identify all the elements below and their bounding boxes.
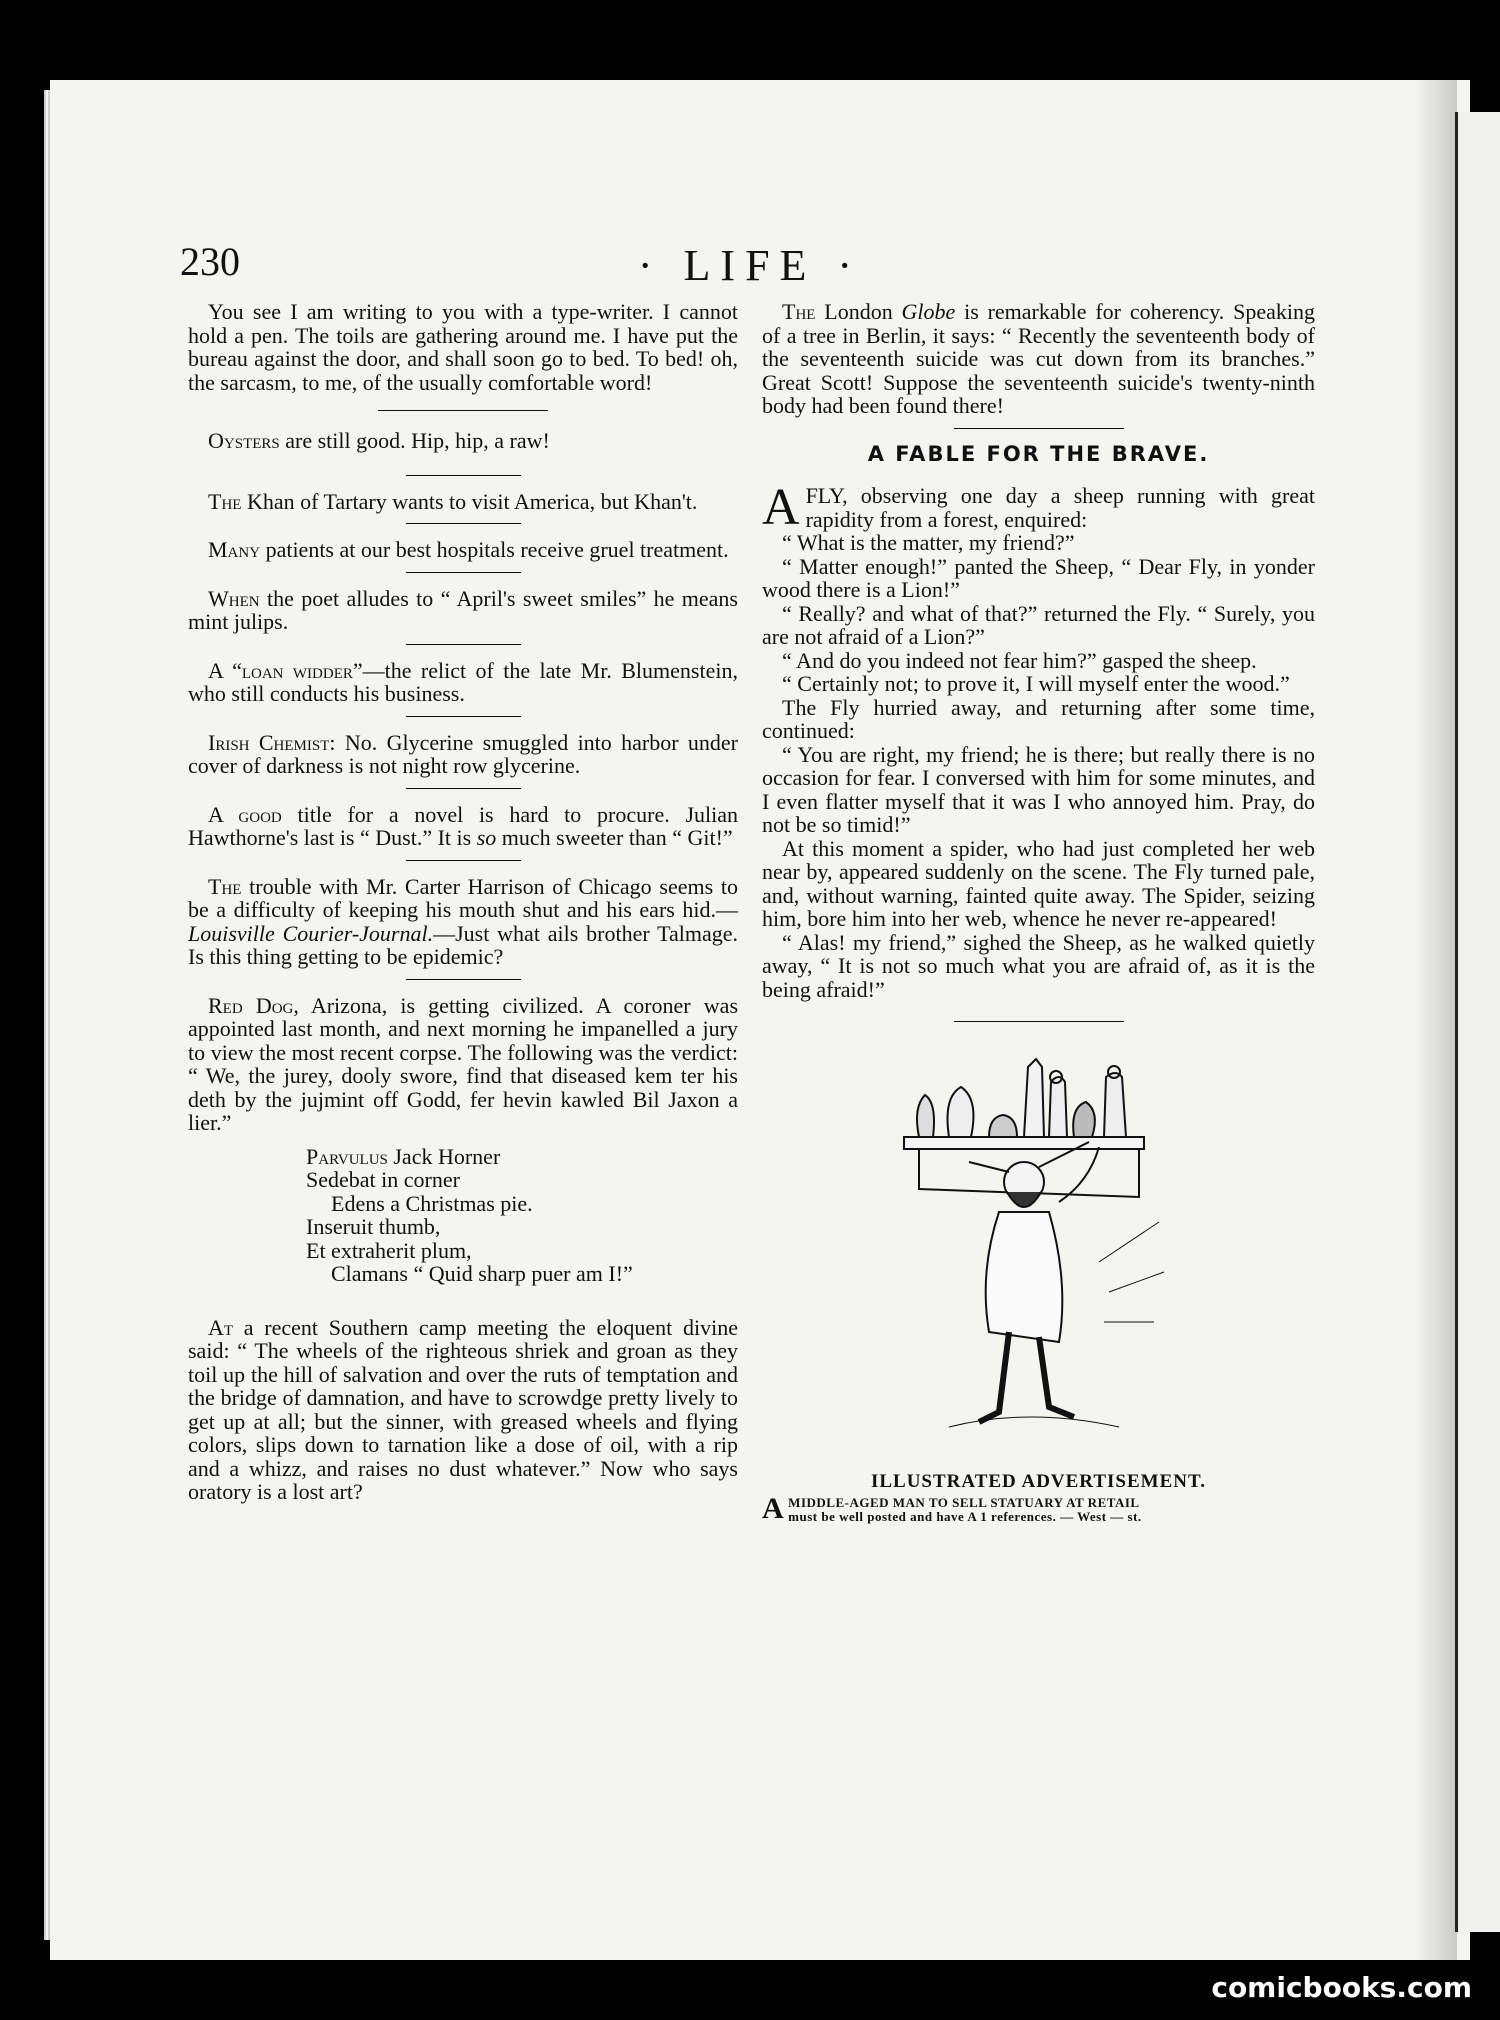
watermark: comicbooks.com <box>1211 1971 1472 2004</box>
right-column <box>762 300 1315 1524</box>
divider <box>954 1021 1124 1022</box>
paragraph-camp-meeting: At a recent Southern camp meeting the eloquent divine said: “ The wheels of the righteous shriek and groan as they toil up the hill of salvation and over the ruts of temptation and the bridge of damnation, and have to scrowdge pretty lively to get up at all; but the sinner, with greased wheels and flying colors, slips down to tarnation like a dose of oil, with a rip and a whizz, and raises no dust whatever.” Now who says oratory is a lost art? <box>188 1314 738 1504</box>
divider <box>406 475 521 476</box>
paragraph-oysters: Oysters are still good. Hip, hip, a raw! <box>208 428 550 453</box>
divider <box>406 644 521 645</box>
poem <box>306 1145 738 1286</box>
fable-paragraph: The Fly hurried away, and returning after some time, continued: <box>762 694 1315 743</box>
divider <box>406 523 521 524</box>
divider <box>406 572 521 573</box>
divider <box>406 716 521 717</box>
illustration-statuary-seller <box>889 1042 1189 1462</box>
paragraph-loan-widder: A “loan widder”—the relict of the late Mr. Blumenstein, who still conducts his business. <box>188 657 738 706</box>
paragraph-carter-harrison: The trouble with Mr. Carter Harrison of Chicago seems to be a difficulty of keeping his mouth shut and his ears hid.—Louisville Courier-Journal.—Just what ails brother Talmage. Is this thing getting to be epidemic? <box>188 873 739 969</box>
poem-line: Et extraherit plum, <box>306 1237 472 1263</box>
paragraph-irish-chemist: Irish Chemist: No. Glycerine smuggled into harbor under cover of darkness is not night row glycerine. <box>188 729 739 778</box>
ad-line: must be well posted and have A 1 references. — West — st. <box>788 1508 1142 1524</box>
ad-line: MIDDLE-AGED MAN TO SELL STATUARY AT RETAIL <box>788 1494 1140 1510</box>
fable-paragraph: “ You are right, my friend; he is there; but really there is no occasion for fear. I conversed with him for some minutes, and I even flatter myself that it was I who annoyed him. Pray, do not be so timid!” <box>762 741 1315 837</box>
paragraph-red-dog: Red Dog, Arizona, is getting civilized. A coroner was appointed last month, and next morning he impanelled a jury to view the most recent corpse. The following was the verdict: “ We, the jurey, dooly swore, find that diseased kem ter his deth by the jujmint off Godd, fer hevin kawled Bil Jaxon a lier.” <box>188 992 738 1135</box>
fable-paragraph: “ What is the matter, my friend?” <box>782 530 1075 555</box>
poem-line: Parvulus Jack Horner <box>306 1143 501 1169</box>
page-number: 230 <box>180 239 240 284</box>
divider <box>406 979 521 980</box>
advertisement-text <box>762 1491 1315 1525</box>
paragraph-novel-title: A good title for a novel is hard to procure. Julian Hawthorne's last is “ Dust.” It is so much sweeter than “ Git!” <box>188 801 738 850</box>
drop-cap: A <box>762 479 800 536</box>
paragraph-mint-julips: When the poet alludes to “ April's sweet smiles” he means mint julips. <box>188 585 738 634</box>
illustration-caption: ILLUSTRATED ADVERTISEMENT. <box>870 1471 1207 1492</box>
poem-line: Clamans “ Quid sharp puer am I!” <box>331 1261 633 1286</box>
gutter-shadow <box>1415 80 1457 1960</box>
drop-cap: A <box>762 1491 785 1525</box>
poem-line: Edens a Christmas pie. <box>331 1190 533 1216</box>
fable-opening: A FLY, observing one day a sheep running with great rapidity from a forest, enquired: <box>762 479 1315 536</box>
fable-paragraph: “ Matter enough!” panted the Sheep, “ Dear Fly, in yonder wood there is a Lion!” <box>762 553 1315 602</box>
fable-paragraph: “ And do you indeed not fear him?” gasped the sheep. <box>782 647 1257 673</box>
paragraph-gruel: Many patients at our best hospitals receive gruel treatment. <box>208 537 729 562</box>
paragraph-typewriter: You see I am writing to you with a type-writer. I cannot hold a pen. The toils are gathering around me. I have put the bureau against the door, and shall soon go to bed. To bed! oh, the sarcasm, to me, of the usually comfortable word! <box>188 299 738 395</box>
masthead-title: · LIFE · <box>637 241 863 290</box>
poem-line: Inseruit thumb, <box>306 1214 441 1239</box>
divider <box>406 860 521 861</box>
fable-paragraph: “ Alas! my friend,” sighed the Sheep, as he walked quietly away, “ It is not so much what you are afraid of, as it is the being afraid!” <box>762 929 1315 1002</box>
fable-paragraph: “ Certainly not; to prove it, I will myself enter the wood.” <box>782 671 1290 696</box>
paragraph-london-globe: The London Globe is remarkable for coherency. Speaking of a tree in Berlin, it says: “ Recently the seventeenth body of the seventeenth suicide was cut down from its branches.” Great Scott! Suppose the seventeenth suicide's twenty-ninth body had been found there! <box>762 299 1315 418</box>
fable-heading: A FABLE FOR THE BRAVE. <box>867 441 1210 466</box>
divider <box>378 410 548 411</box>
left-column <box>188 300 738 1504</box>
paragraph-khan: The Khan of Tartary wants to visit America, but Khan't. <box>208 488 698 514</box>
fable-paragraph: “ Really? and what of that?” returned the Fly. “ Surely, you are not afraid of a Lion?” <box>762 600 1315 649</box>
fable-paragraph: At this moment a spider, who had just completed her web near by, appeared suddenly on the scene. The Fly turned pale, and, without warning, fainted quite away. The Spider, seizing him, bore him into her web, whence he never re-appeared! <box>762 835 1315 931</box>
next-page-edge <box>1455 112 1500 1932</box>
divider <box>954 428 1124 429</box>
poem-line: Sedebat in corner <box>306 1167 460 1192</box>
divider <box>406 788 521 789</box>
